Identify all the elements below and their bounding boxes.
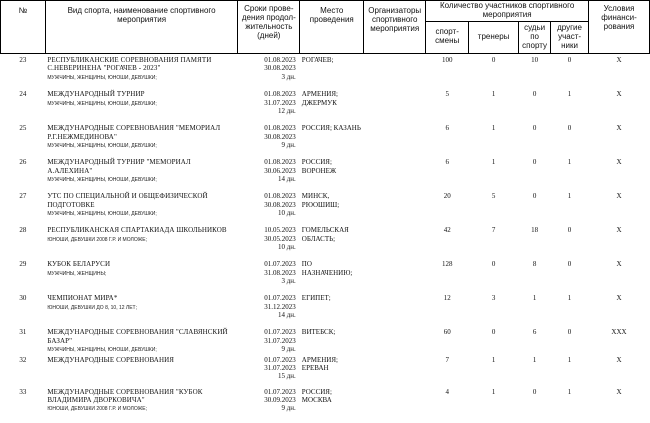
- place: РОССИЯ; ВОРОНЕЖ: [301, 158, 337, 175]
- end-date: 30.05.2023: [264, 234, 296, 243]
- athletes-count: 6: [445, 158, 449, 167]
- event-cell: [45, 156, 237, 190]
- organizers: [364, 258, 426, 292]
- financing: X: [616, 260, 622, 269]
- start-date: 10.05.2023: [264, 226, 296, 235]
- place: ВИТЕБСК;: [301, 328, 336, 337]
- dates-cell: [238, 292, 300, 326]
- athletes-count: 42: [443, 226, 451, 235]
- athletes-count: 100: [441, 55, 453, 64]
- financing: X: [616, 294, 622, 303]
- organizers: [364, 156, 426, 190]
- financing: X: [616, 158, 622, 167]
- coaches-count: 1: [491, 158, 496, 167]
- participant-group: ЮНОШИ, ДЕВУШКИ 2008 Г.Р. И МОЛОЖЕ;: [47, 406, 147, 413]
- row-number: 25: [19, 124, 27, 133]
- place: АРМЕНИЯ; ЕРЕВАН: [301, 355, 338, 372]
- financing: X: [616, 226, 622, 235]
- athletes-count: 6: [445, 124, 449, 133]
- judges-count: 1: [532, 355, 537, 364]
- event-name: ЧЕМПИОНАТ МИРА*: [47, 294, 118, 303]
- participant-group: МУЖЧИНЫ, ЖЕНЩИНЫ;: [47, 270, 107, 277]
- event-name: УТС ПО СПЕЦИАЛЬНОЙ И ОБЩЕФИЗИЧЕСКОЙ ПОДГОТОВКЕ: [47, 192, 208, 209]
- participant-group: МУЖЧИНЫ, ЖЕНЩИНЫ, ЮНОШИ, ДЕВУШКИ;: [47, 100, 157, 107]
- organizers: [364, 88, 426, 122]
- start-date: 01.07.2023: [264, 387, 296, 396]
- organizers: [364, 190, 426, 224]
- athletes-count: 60: [443, 328, 451, 337]
- dates-cell: [238, 88, 300, 122]
- duration: 9 дн.: [281, 141, 296, 150]
- header-coaches: тренеры: [469, 21, 519, 53]
- coaches-count: 1: [491, 355, 496, 364]
- event-name: МЕЖДУНАРОДНЫЕ СОРЕВНОВАНИЯ "СЛАВЯНСКИЙ БАЗАР": [47, 328, 228, 345]
- event-name: КУБОК БЕЛАРУСИ: [47, 260, 111, 269]
- row-number: 33: [19, 387, 27, 396]
- other-count: 1: [567, 355, 572, 364]
- row-number: 27: [19, 192, 27, 201]
- header-dates: Сроки прове- дения продол- жительность (дней): [238, 1, 300, 54]
- event-cell: [45, 386, 237, 423]
- organizers: [364, 292, 426, 326]
- other-count: 1: [567, 158, 572, 167]
- start-date: 01.08.2023: [264, 124, 296, 133]
- event-name: МЕЖДУНАРОДНЫЙ ТУРНИР "МЕМОРИАЛ А.АЛЕХИНА": [47, 158, 191, 175]
- start-date: 01.08.2023: [264, 192, 296, 201]
- judges-count: 10: [531, 55, 539, 64]
- end-date: 31.07.2023: [264, 363, 296, 372]
- place: РОССИЯ; МОСКВА: [301, 387, 332, 404]
- dates-cell: [238, 386, 300, 423]
- organizers: [364, 53, 426, 88]
- table-row: [1, 224, 650, 258]
- financing: X: [616, 55, 622, 64]
- event-name: МЕЖДУНАРОДНЫЙ ТУРНИР: [47, 90, 145, 99]
- event-name: МЕЖДУНАРОДНЫЕ СОРЕВНОВАНИЯ: [47, 355, 175, 364]
- organizers: [364, 354, 426, 386]
- row-number: 28: [19, 226, 27, 235]
- participant-group: ЮНОШИ, ДЕВУШКИ 2008 Г.Р. И МОЛОЖЕ;: [47, 236, 147, 243]
- dates-cell: [238, 326, 300, 353]
- athletes-count: 12: [443, 294, 451, 303]
- dates-cell: [238, 190, 300, 224]
- judges-count: 0: [532, 124, 537, 133]
- place: ПО НАЗНАЧЕНИЮ;: [301, 260, 353, 277]
- table-row: [1, 326, 650, 353]
- financing: X: [616, 90, 622, 99]
- other-count: 1: [567, 294, 572, 303]
- end-date: 31.08.2023: [264, 268, 296, 277]
- place: РОГАЧЕВ;: [301, 55, 334, 64]
- event-cell: [45, 190, 237, 224]
- athletes-count: 128: [441, 260, 453, 269]
- financing: X: [616, 192, 622, 201]
- table-row: [1, 53, 650, 88]
- other-count: 0: [567, 124, 572, 133]
- duration: 12 дн.: [277, 107, 296, 116]
- end-date: 30.08.2023: [264, 132, 296, 141]
- header-judges: судьи по спорту: [519, 21, 551, 53]
- start-date: 01.07.2023: [264, 355, 296, 364]
- header-other: другие участ- ники: [551, 21, 589, 53]
- judges-count: 0: [532, 90, 537, 99]
- header-athletes: спорт- смены: [426, 21, 469, 53]
- dates-cell: [238, 258, 300, 292]
- coaches-count: 0: [491, 328, 496, 337]
- dates-cell: [238, 354, 300, 386]
- row-number: 23: [19, 55, 27, 64]
- table-row: [1, 258, 650, 292]
- other-count: 0: [567, 260, 572, 269]
- header-sport: Вид спорта, наименование спортивного мероприятия: [45, 1, 237, 54]
- participant-group: ЮНОШИ, ДЕВУШКИ ДО 8, 10, 12 ЛЕТ;: [47, 304, 137, 311]
- athletes-count: 5: [445, 90, 449, 99]
- organizers: [364, 224, 426, 258]
- event-name: РЕСПУБЛИКАНСКАЯ СПАРТАКИАДА ШКОЛЬНИКОВ: [47, 226, 227, 235]
- coaches-count: 1: [491, 387, 496, 396]
- event-name: РЕСПУБЛИКАНСКИЕ СОРЕВНОВАНИЯ ПАМЯТИ С.НЕВЕРИНЕНА "РОГАЧЕВ - 2023": [47, 55, 212, 73]
- table-row: [1, 88, 650, 122]
- coaches-count: 7: [491, 226, 496, 235]
- coaches-count: 0: [491, 260, 496, 269]
- event-cell: [45, 122, 237, 156]
- athletes-count: 4: [445, 387, 449, 396]
- other-count: 0: [567, 55, 572, 64]
- athletes-count: 7: [445, 355, 449, 364]
- participant-group: МУЖЧИНЫ, ЖЕНЩИНЫ, ЮНОШИ, ДЕВУШКИ;: [47, 211, 157, 218]
- other-count: 0: [567, 328, 572, 337]
- header-organizers: Организаторы спортивного мероприятия: [364, 1, 426, 54]
- organizers: [364, 326, 426, 353]
- financing: XXX: [611, 328, 627, 337]
- judges-count: 0: [532, 387, 537, 396]
- end-date: 31.12.2023: [264, 302, 296, 311]
- participant-group: МУЖЧИНЫ, ЖЕНЩИНЫ, ЮНОШИ, ДЕВУШКИ;: [47, 143, 157, 150]
- duration: 14 дн.: [277, 311, 296, 320]
- other-count: 1: [567, 387, 572, 396]
- duration: 3 дн.: [281, 72, 296, 81]
- row-number: 30: [19, 294, 27, 303]
- table-row: [1, 354, 650, 386]
- table-row: [1, 292, 650, 326]
- table-body: [1, 53, 650, 422]
- place: ЕГИПЕТ;: [301, 294, 331, 303]
- event-cell: [45, 292, 237, 326]
- coaches-count: 0: [491, 55, 496, 64]
- header-place: Место проведения: [300, 1, 364, 54]
- event-cell: [45, 258, 237, 292]
- header-participants-group: Количество участников спортивного мероприятия: [426, 1, 589, 22]
- financing: X: [616, 355, 622, 364]
- organizers: [364, 122, 426, 156]
- participant-group: МУЖЧИНЫ, ЖЕНЩИНЫ, ЮНОШИ, ДЕВУШКИ;: [47, 347, 157, 354]
- judges-count: 0: [532, 158, 537, 167]
- financing: X: [616, 387, 622, 396]
- participant-group: МУЖЧИНЫ, ЖЕНЩИНЫ, ЮНОШИ, ДЕВУШКИ;: [47, 74, 157, 81]
- dates-cell: [238, 224, 300, 258]
- financing: X: [616, 124, 622, 133]
- event-name: МЕЖДУНАРОДНЫЕ СОРЕВНОВАНИЯ "КУБОК ВЛАДИМИРА ДВОРКОВИЧА": [47, 387, 203, 404]
- place: ГОМЕЛЬСКАЯ ОБЛАСТЬ;: [301, 226, 349, 243]
- coaches-count: 1: [491, 124, 496, 133]
- row-number: 24: [19, 90, 27, 99]
- table-row: [1, 156, 650, 190]
- table-row: [1, 386, 650, 423]
- duration: 10 дн.: [277, 243, 296, 252]
- other-count: 0: [567, 226, 572, 235]
- other-count: 1: [567, 192, 572, 201]
- place: РОССИЯ; КАЗАНЬ: [301, 124, 361, 133]
- judges-count: 6: [532, 328, 537, 337]
- athletes-count: 20: [443, 192, 451, 201]
- start-date: 01.07.2023: [264, 260, 296, 269]
- event-cell: [45, 354, 237, 386]
- table-row: [1, 190, 650, 224]
- dates-cell: [238, 122, 300, 156]
- start-date: 01.08.2023: [264, 55, 296, 64]
- duration: 9 дн.: [281, 404, 296, 413]
- table-header: [1, 1, 650, 54]
- judges-count: 0: [532, 192, 537, 201]
- event-cell: [45, 326, 237, 353]
- end-date: 30.09.2023: [264, 395, 296, 404]
- other-count: 1: [567, 90, 572, 99]
- header-number: №: [1, 1, 46, 54]
- participant-group: МУЖЧИНЫ, ЖЕНЩИНЫ, ЮНОШИ, ДЕВУШКИ;: [47, 177, 157, 184]
- organizers: [364, 386, 426, 423]
- coaches-count: 1: [491, 90, 496, 99]
- dates-cell: [238, 156, 300, 190]
- row-number: 32: [19, 355, 27, 364]
- event-name: МЕЖДУНАРОДНЫЕ СОРЕВНОВАНИЯ "МЕМОРИАЛ Р.Г.НЕЖМЕДИНОВА": [47, 124, 221, 141]
- duration: 3 дн.: [281, 277, 296, 286]
- place: АРМЕНИЯ; ДЖЕРМУК: [301, 90, 338, 107]
- end-date: 31.07.2023: [264, 336, 296, 345]
- event-cell: [45, 88, 237, 122]
- coaches-count: 5: [491, 192, 496, 201]
- start-date: 01.08.2023: [264, 158, 296, 167]
- end-date: 31.07.2023: [264, 98, 296, 107]
- end-date: 30.08.2023: [264, 64, 296, 73]
- end-date: 30.06.2023: [264, 166, 296, 175]
- judges-count: 1: [532, 294, 537, 303]
- row-number: 29: [19, 260, 27, 269]
- row-number: 31: [19, 328, 27, 337]
- place: МИНСК, РЮОШИШ;: [301, 192, 340, 209]
- duration: 9 дн.: [281, 345, 296, 354]
- header-financing: Условия финанси- рования: [589, 1, 650, 54]
- coaches-count: 3: [491, 294, 496, 303]
- end-date: 30.08.2023: [264, 200, 296, 209]
- duration: 14 дн.: [277, 175, 296, 184]
- judges-count: 18: [531, 226, 539, 235]
- event-cell: [45, 53, 237, 88]
- dates-cell: [238, 53, 300, 88]
- judges-count: 8: [532, 260, 537, 269]
- start-date: 01.07.2023: [264, 294, 296, 303]
- event-cell: [45, 224, 237, 258]
- start-date: 01.08.2023: [264, 90, 296, 99]
- table-row: [1, 122, 650, 156]
- row-number: 26: [19, 158, 27, 167]
- duration: 10 дн.: [277, 209, 296, 218]
- duration: 15 дн.: [277, 372, 296, 381]
- start-date: 01.07.2023: [264, 328, 296, 337]
